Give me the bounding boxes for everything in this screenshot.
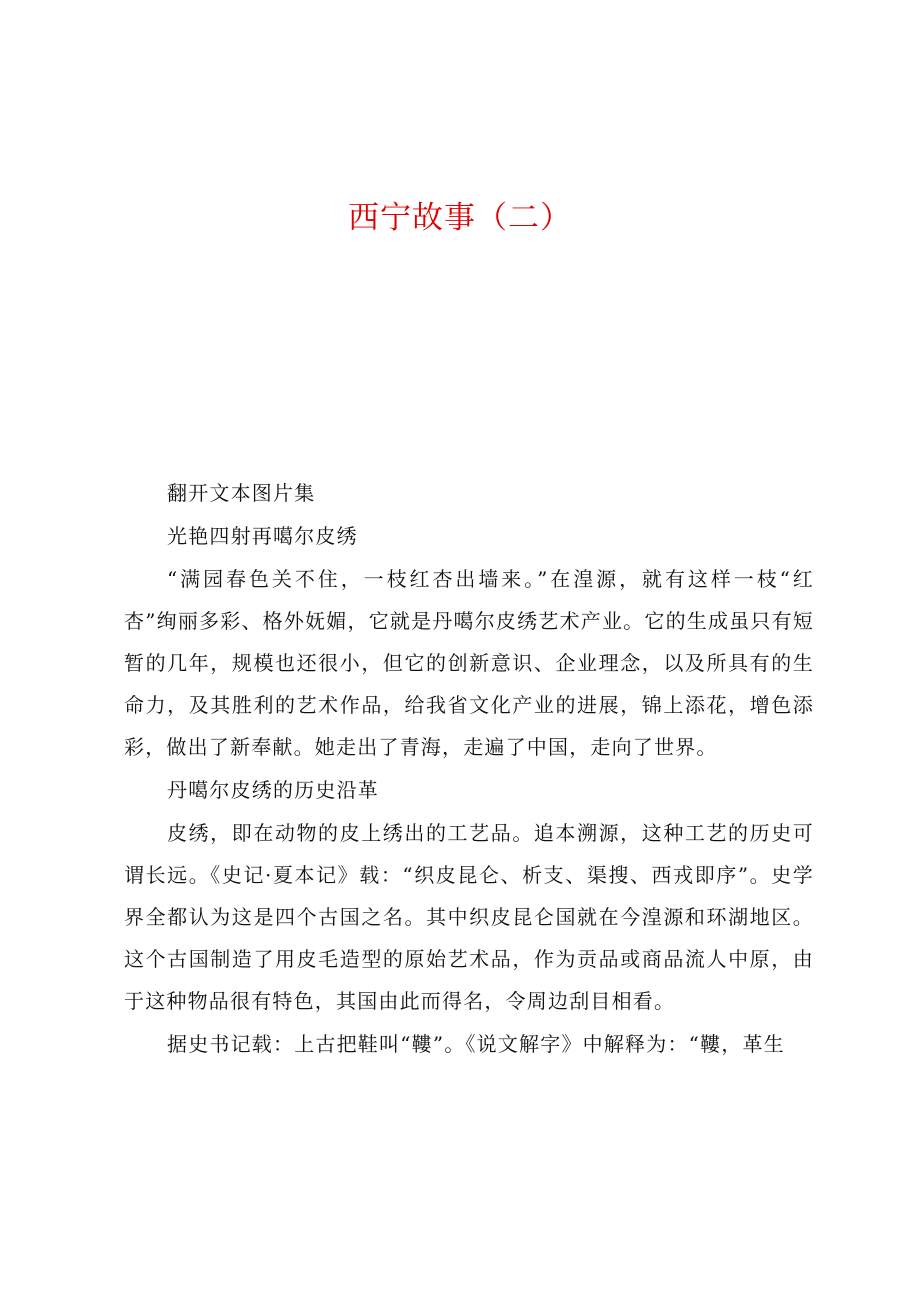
document-title: 西宁故事（二） [348,200,572,236]
paragraph-section-heading: 光艳四射再噶尔皮绣 [167,524,358,548]
paragraph-record: 据史书记载：上古把鞋叫“鞻”。《说文解字》中解释为：“鞻，革生 [167,1032,785,1056]
document-body [124,472,814,1065]
paragraph-history: 皮绣，即在动物的皮上绣出的工艺品。追本溯源，这种工艺的历史可谓长远。《史记·夏本记》载：“织皮昆仑、析支、渠搜、西戎即序”。史学界全都认为这是四个古国之名。其中织皮昆仑国就在今湟源和环湖地区。这个古国制造了用皮毛造型的原始艺术品，作为贡品或商品流人中原，由于这种物品很有特色，其国由此而得名，令周边刮目相看。 [124,821,814,1013]
paragraph-intro: “满园春色关不住，一枝红杏出墙来。”在湟源，就有这样一枝“红杏”绚丽多彩、格外妩媚，它就是丹噶尔皮绣艺术产业。它的生成虽只有短暂的几年，规模也还很小，但它的创新意识、企业理念，以及所具有的生命力，及其胜利的艺术作品，给我省文化产业的进展，锦上添花，增色添彩，做出了新奉献。她走出了青海，走遍了中国，走向了世界。 [124,567,814,759]
paragraph-history-heading: 丹噶尔皮绣的历史沿革 [167,778,379,802]
paragraph-image-set-link: 翻开文本图片集 [167,481,316,505]
